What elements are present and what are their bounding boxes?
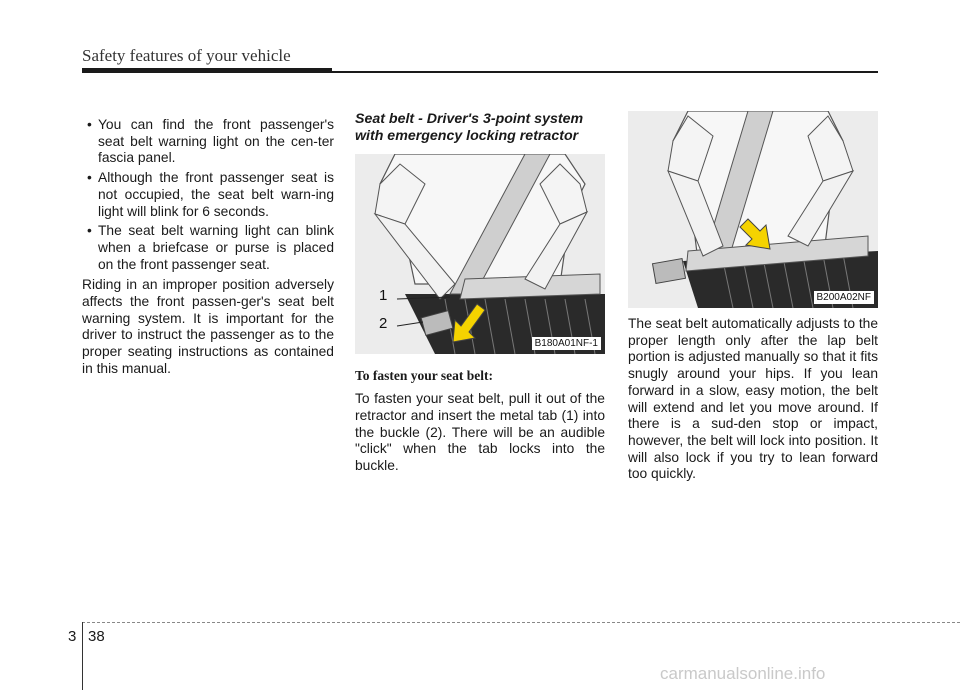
sub-heading: To fasten your seat belt:	[355, 368, 493, 384]
bullet-text: The seat belt warning light can blink when a briefcase or purse is placed on the front passenger seat.	[98, 223, 334, 272]
figure-code: B180A01NF-1	[532, 337, 601, 350]
left-column	[82, 117, 334, 378]
section-heading: Seat belt - Driver's 3-point system with emergency locking retractor	[355, 111, 584, 144]
seatbelt-fasten-illustration	[355, 154, 605, 354]
seatbelt-adjust-illustration	[628, 111, 878, 308]
footer-rule	[82, 622, 960, 623]
bullet-item	[82, 117, 334, 167]
bullet-text: Although the front passenger seat is not occupied, the seat belt warn-ing light will blink for 6 seconds.	[98, 170, 334, 219]
right-column	[628, 111, 878, 483]
bullet-dot: •	[87, 117, 92, 132]
bullet-dot: •	[87, 223, 92, 239]
bullet-item	[82, 170, 334, 220]
footer-divider	[82, 622, 83, 690]
body-paragraph: To fasten your seat belt, pull it out of the retractor and insert the metal tab (1) into the buckle (2). There will be an audible "click" when the tab locks into the buckle.	[355, 391, 605, 473]
body-paragraph: The seat belt automatically adjusts to the proper length only after the lap belt portion is adjusted manually so that it fits snugly around your hips. If you lean forward in a slow, easy motion, the belt will extend and let you move around. If there is a sud-den stop or impact, however, the belt will lock into position. It will also lock if you try to lean forward too quickly.	[628, 316, 879, 482]
middle-column	[355, 111, 605, 475]
figure-code: B200A02NF	[814, 291, 874, 304]
body-paragraph: Riding in an improper position adversely affects the front passen-ger's seat belt warning system. It is important for the driver to instruct the passenger as to the proper seating instructions as contained in this manual.	[82, 277, 334, 376]
callout-number: 1	[379, 287, 388, 305]
chapter-number: 3	[68, 628, 77, 645]
header-rule-thick	[82, 68, 332, 73]
bullet-text: You can find the front passenger's seat belt warning light on the cen-ter fascia panel.	[98, 117, 334, 166]
seatbelt-adjust-drawing	[628, 111, 878, 308]
callout-number: 2	[379, 315, 388, 333]
page-header-title: Safety features of your vehicle	[82, 46, 291, 65]
watermark-text: carmanualsonline.info	[660, 664, 826, 683]
header-rule-thin	[332, 71, 878, 73]
seatbelt-fasten-drawing	[355, 154, 605, 354]
bullet-item	[82, 223, 334, 273]
bullet-dot: •	[87, 170, 92, 186]
page-number: 38	[88, 628, 105, 645]
